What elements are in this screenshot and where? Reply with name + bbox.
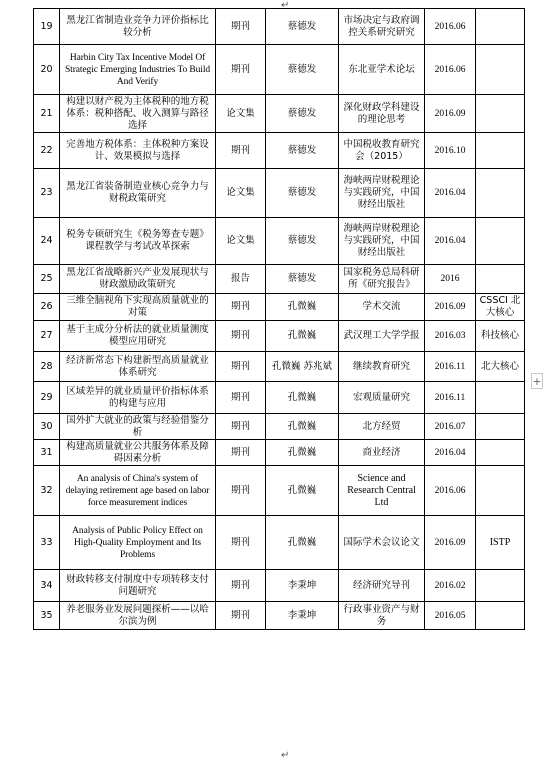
- row-number: 30: [34, 414, 60, 440]
- author-name: 孔微巍: [266, 382, 339, 414]
- index-note: [476, 602, 525, 630]
- index-note: 科技核心: [476, 321, 525, 352]
- row-number: 20: [34, 45, 60, 95]
- publication-venue: 继续教育研究: [339, 352, 425, 382]
- publication-date: 2016.11: [425, 352, 476, 382]
- paper-title: Harbin City Tax Incentive Model Of Strategic Emerging Industries To Build And Verify: [60, 45, 216, 95]
- table-row: [34, 516, 525, 570]
- paragraph-mark-bottom: ↵: [281, 750, 290, 761]
- publication-venue: Science and Research Central Ltd: [339, 466, 425, 516]
- publication-date: 2016.05: [425, 602, 476, 630]
- row-number: 28: [34, 352, 60, 382]
- row-number: 35: [34, 602, 60, 630]
- publication-type: 论文集: [216, 169, 266, 218]
- table-row: [34, 9, 525, 45]
- row-number: 32: [34, 466, 60, 516]
- publication-type: 期刊: [216, 466, 266, 516]
- index-note: [476, 440, 525, 466]
- author-name: 孔微巍: [266, 294, 339, 321]
- table-row: [34, 466, 525, 516]
- author-name: 孔微巍: [266, 466, 339, 516]
- publication-type: 期刊: [216, 602, 266, 630]
- publication-venue: 市场决定与政府调控关系研究研究: [339, 9, 425, 45]
- publication-type: 期刊: [216, 352, 266, 382]
- author-name: 蔡德发: [266, 45, 339, 95]
- table-row: [34, 440, 525, 466]
- paper-title: 国外扩大就业的政策与经验借鉴分析: [60, 414, 216, 440]
- publication-date: 2016.06: [425, 9, 476, 45]
- index-note: [476, 466, 525, 516]
- publication-type: 期刊: [216, 321, 266, 352]
- row-number: 29: [34, 382, 60, 414]
- publication-venue: 深化财政学科建设的理论思考: [339, 95, 425, 133]
- author-name: 蔡德发: [266, 95, 339, 133]
- paper-title: Analysis of Public Policy Effect on High-Quality Employment and Its Problems: [60, 516, 216, 570]
- row-number: 22: [34, 133, 60, 169]
- paper-title: An analysis of China's system of delaying retirement age based on labor force measurement indices: [60, 466, 216, 516]
- publication-date: 2016.02: [425, 570, 476, 602]
- publication-venue: 行政事业资产与财务: [339, 602, 425, 630]
- publication-type: 期刊: [216, 9, 266, 45]
- publication-date: 2016.03: [425, 321, 476, 352]
- row-number: 33: [34, 516, 60, 570]
- publication-venue: 经济研究导刊: [339, 570, 425, 602]
- table-row: [34, 218, 525, 265]
- publication-venue: 东北亚学术论坛: [339, 45, 425, 95]
- row-number: 27: [34, 321, 60, 352]
- paper-title: 经济新常态下构建新型高质量就业体系研究: [60, 352, 216, 382]
- publication-venue: 武汉理工大学学报: [339, 321, 425, 352]
- publication-date: 2016.04: [425, 440, 476, 466]
- paper-title: 黑龙江省装备制造业核心竞争力与财税政策研究: [60, 169, 216, 218]
- paper-title: 构建以财产税为主体税种的地方税体系：税种搭配、收入测算与路径选择: [60, 95, 216, 133]
- publication-type: 论文集: [216, 95, 266, 133]
- publication-date: 2016.07: [425, 414, 476, 440]
- author-name: 蔡德发: [266, 133, 339, 169]
- author-name: 蔡德发: [266, 169, 339, 218]
- row-number: 21: [34, 95, 60, 133]
- author-name: 孔微巍: [266, 321, 339, 352]
- publication-table: [33, 8, 525, 630]
- publication-type: 期刊: [216, 516, 266, 570]
- index-note: CSSCI 北大核心: [476, 294, 525, 321]
- table-row: [34, 382, 525, 414]
- table-row: [34, 352, 525, 382]
- author-name: 蔡德发: [266, 9, 339, 45]
- paper-title: 财政转移支付制度中专项转移支付问题研究: [60, 570, 216, 602]
- publication-venue: 国际学术会议论文: [339, 516, 425, 570]
- author-name: 孔微巍: [266, 440, 339, 466]
- row-number: 26: [34, 294, 60, 321]
- publication-venue: 学术交流: [339, 294, 425, 321]
- author-name: 孔微巍: [266, 414, 339, 440]
- paper-title: 三维全脑视角下实现高质量就业的对策: [60, 294, 216, 321]
- index-note: [476, 414, 525, 440]
- paper-title: 税务专硕研究生《税务筹查专题》课程教学与考试改革探索: [60, 218, 216, 265]
- index-note: [476, 45, 525, 95]
- row-number: 19: [34, 9, 60, 45]
- author-name: 蔡德发: [266, 218, 339, 265]
- index-note: [476, 95, 525, 133]
- author-name: 孔微巍: [266, 516, 339, 570]
- table-row: [34, 294, 525, 321]
- publication-date: 2016.06: [425, 466, 476, 516]
- publication-venue: 海峡两岸财税理论与实践研究，中国财经出版社: [339, 218, 425, 265]
- publication-type: 期刊: [216, 382, 266, 414]
- publication-type: 期刊: [216, 294, 266, 321]
- table-row: [34, 45, 525, 95]
- publication-type: 期刊: [216, 570, 266, 602]
- table-row: [34, 95, 525, 133]
- index-note: [476, 9, 525, 45]
- publication-type: 期刊: [216, 414, 266, 440]
- publication-type: 期刊: [216, 45, 266, 95]
- paper-title: 完善地方税体系：主体税种方案设计、效果模拟与选择: [60, 133, 216, 169]
- paper-title: 养老服务业发展问题探析——以哈尔滨为例: [60, 602, 216, 630]
- index-note: [476, 265, 525, 294]
- index-note: [476, 169, 525, 218]
- publication-venue: 北方经贸: [339, 414, 425, 440]
- row-number: 34: [34, 570, 60, 602]
- row-number: 24: [34, 218, 60, 265]
- paper-title: 黑龙江省制造业竞争力评价指标比较分析: [60, 9, 216, 45]
- table-row: [34, 169, 525, 218]
- publication-date: 2016.10: [425, 133, 476, 169]
- publication-venue: 商业经济: [339, 440, 425, 466]
- table-row: [34, 602, 525, 630]
- author-name: 李秉坤: [266, 570, 339, 602]
- publication-date: 2016.04: [425, 218, 476, 265]
- table-row: [34, 321, 525, 352]
- publication-date: 2016.06: [425, 45, 476, 95]
- author-name: 李秉坤: [266, 602, 339, 630]
- publication-date: 2016.04: [425, 169, 476, 218]
- publication-type: 期刊: [216, 440, 266, 466]
- publication-venue: 宏观质量研究: [339, 382, 425, 414]
- paper-title: 基于主成分分析法的就业质量测度模型应用研究: [60, 321, 216, 352]
- table-row: [34, 414, 525, 440]
- row-number: 25: [34, 265, 60, 294]
- row-number: 23: [34, 169, 60, 218]
- index-note: [476, 218, 525, 265]
- paper-title: 黑龙江省战略新兴产业发展现状与财政激励政策研究: [60, 265, 216, 294]
- publication-type: 期刊: [216, 133, 266, 169]
- index-note: ISTP: [476, 516, 525, 570]
- publication-type: 报告: [216, 265, 266, 294]
- table-row: [34, 265, 525, 294]
- publication-venue: 国家税务总局科研所《研究报告》: [339, 265, 425, 294]
- author-name: 孔微巍 苏兆斌: [266, 352, 339, 382]
- add-row-button[interactable]: +: [532, 375, 542, 388]
- publication-type: 论文集: [216, 218, 266, 265]
- publication-venue: 海峡两岸财税理论与实践研究，中国财经出版社: [339, 169, 425, 218]
- paragraph-mark-top: ↵: [281, 0, 290, 11]
- publication-date: 2016.09: [425, 95, 476, 133]
- table-row: [34, 570, 525, 602]
- publication-date: 2016: [425, 265, 476, 294]
- publication-venue: 中国税收教育研究会（2015）: [339, 133, 425, 169]
- paper-title: 构建高质量就业公共服务体系及障碍因素分析: [60, 440, 216, 466]
- index-note: [476, 133, 525, 169]
- publication-date: 2016.11: [425, 382, 476, 414]
- author-name: 蔡德发: [266, 265, 339, 294]
- paper-title: 区域差异的就业质量评价指标体系的构建与应用: [60, 382, 216, 414]
- publication-date: 2016.09: [425, 516, 476, 570]
- index-note: 北大核心: [476, 352, 525, 382]
- publication-date: 2016.09: [425, 294, 476, 321]
- table-row: [34, 133, 525, 169]
- row-number: 31: [34, 440, 60, 466]
- index-note: [476, 570, 525, 602]
- index-note: [476, 382, 525, 414]
